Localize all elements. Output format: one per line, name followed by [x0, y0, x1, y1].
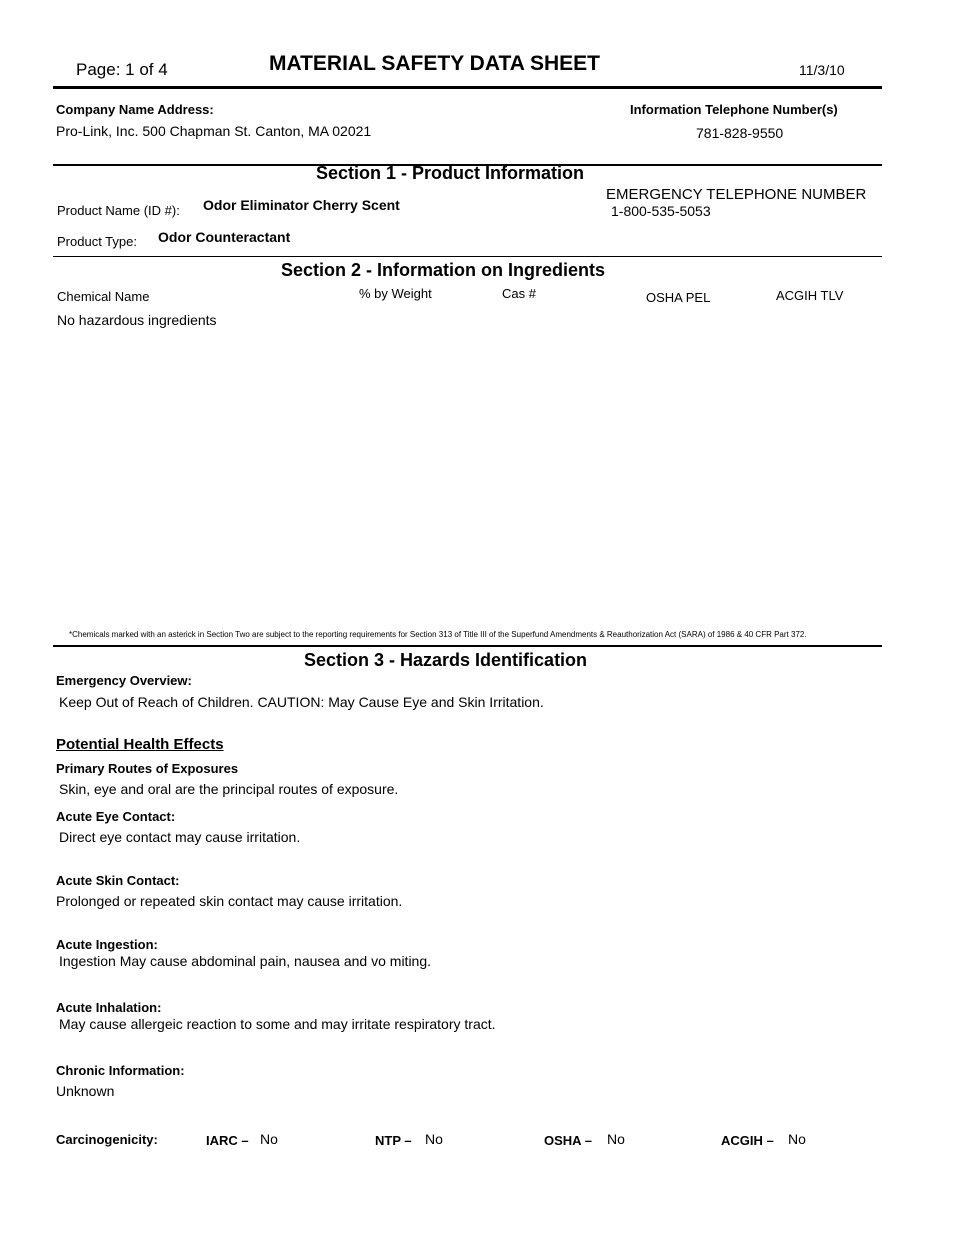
product-name: Odor Eliminator Cherry Scent	[203, 197, 400, 213]
ingestion-text: Ingestion May cause abdominal pain, nausea and vo miting.	[59, 953, 432, 969]
carcinogenicity-label: Carcinogenicity:	[56, 1132, 158, 1147]
emergency-overview: Keep Out of Reach of Children. CAUTION: May Cause Eye and Skin Irritation.	[59, 694, 544, 710]
health-effects-heading: Potential Health Effects	[56, 736, 224, 753]
document-date: 11/3/10	[799, 62, 845, 78]
page-number: Page: 1 of 4	[76, 60, 168, 79]
acgih-value: No	[788, 1131, 806, 1147]
ntp-label: NTP –	[375, 1133, 412, 1148]
inhalation-text: May cause allergeic reaction to some and may irritate respiratory tract.	[59, 1016, 496, 1032]
ntp-value: No	[425, 1131, 443, 1147]
phone-number: 781-828-9550	[696, 125, 784, 141]
ingredient-row: No hazardous ingredients	[57, 312, 217, 328]
product-name-label: Product Name (ID #):	[57, 203, 180, 218]
section-1-divider	[53, 256, 882, 257]
chronic-label: Chronic Information:	[56, 1063, 185, 1078]
emergency-overview-label: Emergency Overview:	[56, 673, 192, 688]
eye-contact-text: Direct eye contact may cause irritation.	[59, 829, 301, 845]
phone-label: Information Telephone Number(s)	[630, 102, 838, 117]
column-cas: Cas #	[502, 286, 536, 301]
company-address: Pro-Link, Inc. 500 Chapman St. Canton, MA 02021	[56, 123, 372, 139]
routes-text: Skin, eye and oral are the principal routes of exposure.	[59, 781, 399, 797]
eye-contact-label: Acute Eye Contact:	[56, 809, 176, 824]
inhalation-label: Acute Inhalation:	[56, 1000, 162, 1015]
column-percent-weight: % by Weight	[359, 286, 432, 301]
section-2-divider	[53, 645, 882, 647]
sara-footnote: *Chemicals marked with an asterick in Section Two are subject to the reporting requirements for Section 313 of Title III of the Superfund Amendments & Reauthorization Act (SARA) of 1986 & 40 CFR Part 372.	[69, 630, 807, 639]
column-acgih-tlv: ACGIH TLV	[776, 288, 844, 303]
section-3-title: Section 3 - Hazards Identification	[304, 650, 588, 670]
osha-value: No	[607, 1131, 625, 1147]
acgih-label: ACGIH –	[721, 1133, 774, 1148]
product-type: Odor Counteractant	[158, 229, 291, 245]
emergency-number: 1-800-535-5053	[611, 203, 711, 219]
iarc-value: No	[260, 1131, 278, 1147]
column-chemical-name: Chemical Name	[57, 289, 150, 304]
header-divider	[53, 86, 882, 89]
skin-contact-label: Acute Skin Contact:	[56, 873, 180, 888]
document-title: MATERIAL SAFETY DATA SHEET	[269, 52, 600, 75]
ingestion-label: Acute Ingestion:	[56, 937, 158, 952]
osha-label: OSHA –	[544, 1133, 592, 1148]
section-1-title: Section 1 - Product Information	[316, 163, 585, 183]
section-2-title: Section 2 - Information on Ingredients	[281, 260, 606, 280]
product-type-label: Product Type:	[57, 234, 137, 249]
emergency-label: EMERGENCY TELEPHONE NUMBER	[606, 186, 867, 203]
skin-contact-text: Prolonged or repeated skin contact may cause irritation.	[56, 893, 403, 909]
routes-label: Primary Routes of Exposures	[56, 761, 239, 776]
column-osha-pel: OSHA PEL	[646, 290, 711, 305]
company-label: Company Name Address:	[56, 102, 214, 117]
iarc-label: IARC –	[206, 1133, 249, 1148]
chronic-text: Unknown	[56, 1083, 115, 1099]
